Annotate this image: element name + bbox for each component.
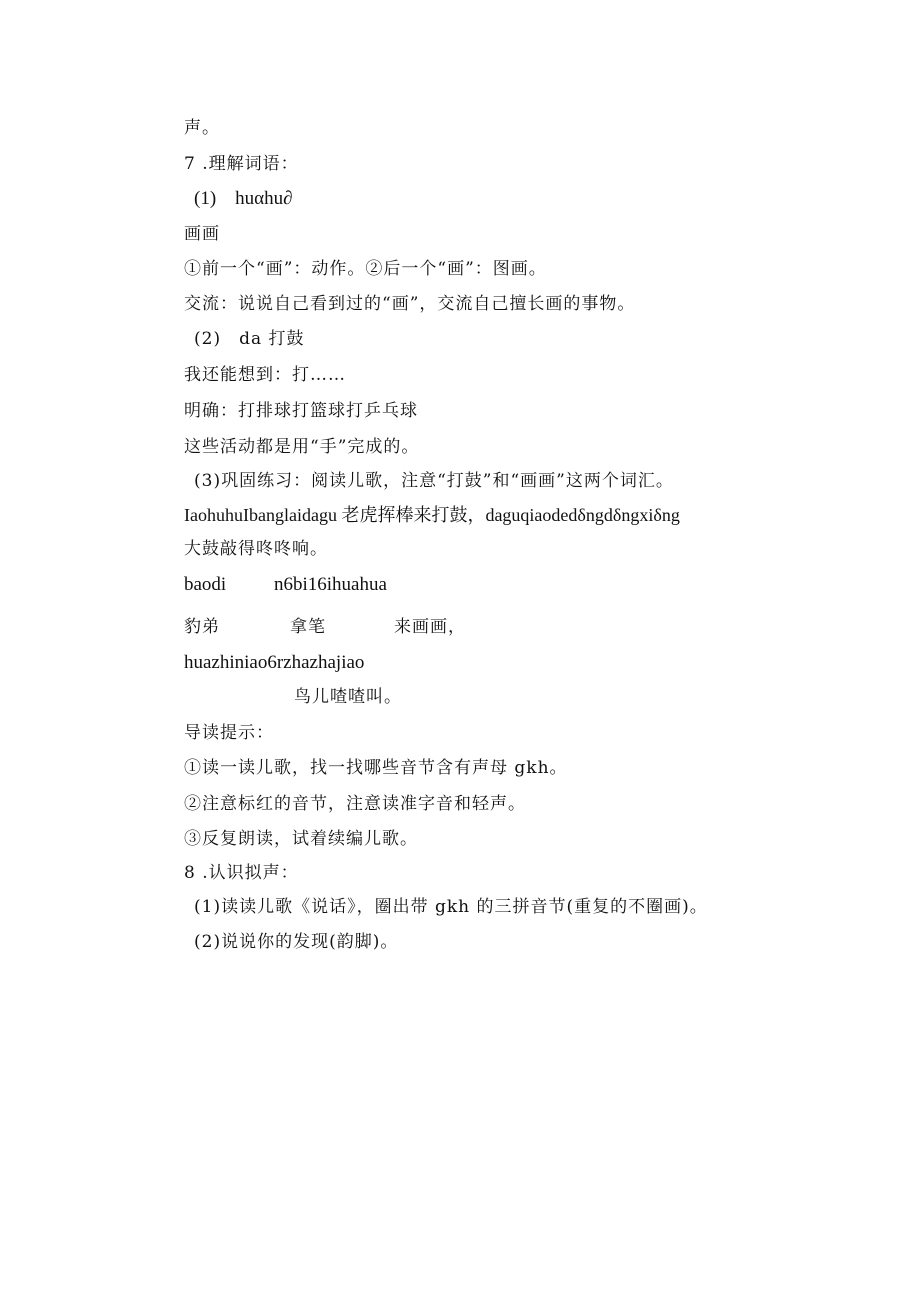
item-2-answer: 明确：打排球打篮球打乒乓球 [184, 401, 418, 421]
guide-step-2: ②注意标红的音节，注意读准字音和轻声。 [184, 794, 526, 814]
item-1-pinyin: (1) huαhu∂ [194, 188, 293, 209]
section-8-item-2: (2)说说你的发现(韵脚)。 [194, 932, 399, 952]
rhyme-pinyin-baodi: baodi [184, 574, 227, 595]
item-2-heading: (2) da 打鼓 [194, 329, 305, 349]
rhyme-pinyin-line-3: huazhiniao6rzhazhajiao [184, 652, 365, 673]
text-line-continuation: 声。 [184, 118, 220, 138]
item-2-prompt: 我还能想到：打…… [184, 365, 346, 385]
item-1-discussion: 交流：说说自己看到过的“画”，交流自己擅长画的事物。 [184, 294, 636, 314]
section-heading-7: 7 .理解词语： [184, 154, 299, 174]
rhyme-line-3-text: 鸟儿喳喳叫。 [294, 687, 402, 707]
guide-step-1: ①读一读儿歌，找一找哪些音节含有声母 gkh。 [184, 758, 568, 778]
guide-step-3: ③反复朗读，试着续编儿歌。 [184, 829, 418, 849]
item-1-word: 画画 [184, 224, 220, 244]
item-1-explanation: ①前一个“画”：动作。②后一个“画”：图画。 [184, 259, 547, 279]
section-8-item-1: (1)读读儿歌《说话》，圈出带 gkh 的三拼音节(重复的不圈画)。 [194, 897, 708, 917]
rhyme-word-baodi: 豹弟 [184, 617, 220, 637]
rhyme-pinyin-nabi: n6bi16ihuahua [274, 574, 387, 595]
rhyme-line-1: IaohuhuIbanglaidagu 老虎挥棒来打鼓，daguqiaodedδngdδngxiδng [184, 505, 680, 525]
guide-heading: 导读提示： [184, 723, 274, 743]
section-heading-8: 8 .认识拟声： [184, 863, 299, 883]
rhyme-word-laihuahua: 来画画， [394, 617, 466, 637]
rhyme-word-nabi: 拿笔 [290, 617, 326, 637]
item-2-note: 这些活动都是用“手”完成的。 [184, 437, 420, 457]
rhyme-line-1-text: 大鼓敲得咚咚响。 [184, 539, 328, 559]
item-3-heading: (3)巩固练习：阅读儿歌，注意“打鼓”和“画画”这两个词汇。 [194, 471, 674, 491]
